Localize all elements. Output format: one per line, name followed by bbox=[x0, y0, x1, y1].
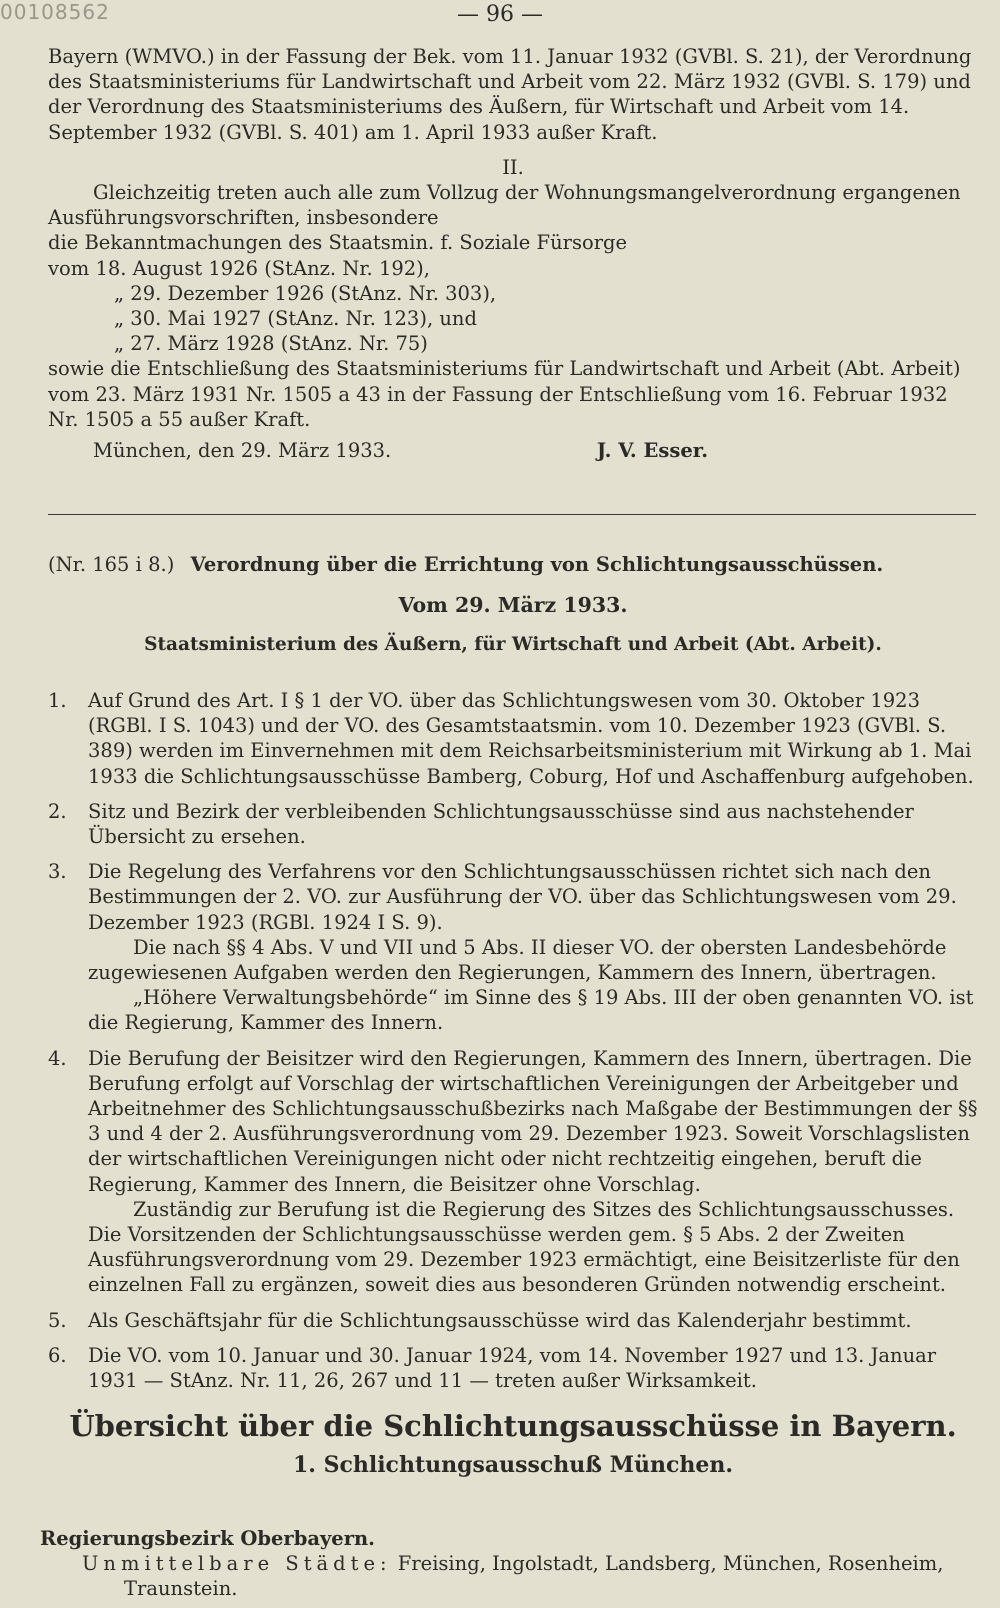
overview-title: Übersicht über die Schlichtungsausschüsse in Bayern. bbox=[69, 1409, 957, 1443]
top-section bbox=[48, 44, 978, 463]
list-item bbox=[48, 688, 978, 789]
item-paragraph: Zuständig zur Berufung ist die Regierung des Sitzes des Schlichtungsausschusses. Die Vorsitzenden der Schlichtungsausschüsse werden gem. § 5 Abs. 2 der Zweiten Ausführungsverordnung vom 29. Dezember 1923 ermächtigt, eine Beisitzerliste für den einzelnen Fall zu ergänzen, soweit dies aus besonderen Gründen notwendig erscheint. bbox=[88, 1197, 960, 1297]
section-line: vom 18. August 1926 (StAnz. Nr. 192), bbox=[48, 256, 430, 280]
decree-date: Vom 29. März 1933. bbox=[398, 593, 628, 618]
item-number: 6. bbox=[48, 1343, 67, 1367]
item-text: Die Regelung des Verfahrens vor den Schlichtungsausschüssen richtet sich nach den Bestimmungen der 2. VO. zur Ausführung der VO. über das Schlichtungswesen vom 29. Dezember 1923 (RGBl. 1924 I S. 9). bbox=[88, 860, 957, 934]
list-item bbox=[48, 1343, 978, 1393]
section-line: Gleichzeitig treten auch alle zum Vollzug der Wohnungsmangelverordnung ergangenen Ausführungsvorschriften, insbesondere bbox=[48, 181, 961, 230]
section-line: „ 27. März 1928 (StAnz. Nr. 75) bbox=[114, 332, 428, 356]
section-line: „ 29. Dezember 1926 (StAnz. Nr. 303), bbox=[114, 281, 497, 305]
decree-items bbox=[48, 688, 978, 1393]
section-line: die Bekanntmachungen des Staatsmin. f. Soziale Fürsorge bbox=[48, 231, 628, 255]
list-item bbox=[48, 859, 978, 935]
list-item bbox=[48, 1046, 978, 1197]
section-line: sowie die Entschließung des Staatsministeriums für Landwirtschaft und Arbeit (Abt. Arbeit) vom 23. März 1931 Nr. 1505 a 43 in der Fassung der Entschließung vom 16. Februar 1932 Nr. 1505 a 55 außer Kraft. bbox=[48, 357, 961, 431]
overview-subtitle: 1. Schlichtungsausschuß München. bbox=[292, 1452, 734, 1479]
item-text: Als Geschäftsjahr für die Schlichtungsausschüsse wird das Kalenderjahr bestimmt. bbox=[88, 1308, 912, 1332]
item-text: Auf Grund des Art. I § 1 der VO. über das Schlichtungswesen vom 30. Oktober 1923 (RGBl. I S. 1043) und der VO. des Gesamtstaatsmin. vom 10. Dezember 1923 (GVBl. S. 389) werden im Einvernehmen mit dem Reichsarbeitsministerium mit Wirkung ab 1. Mai 1933 die Schlichtungsausschüsse Bamberg, Coburg, Hof und Aschaffenburg aufgehoben. bbox=[88, 689, 974, 788]
page-number: — 96 — bbox=[457, 2, 543, 27]
item-number: 5. bbox=[48, 1308, 67, 1332]
signature-line bbox=[48, 438, 978, 463]
section-label: II. bbox=[502, 155, 524, 179]
item-number: 3. bbox=[48, 860, 67, 884]
item-text: Die VO. vom 10. Januar und 30. Januar 1924, vom 14. November 1927 und 13. Januar 1931 — StAnz. Nr. 11, 26, 267 und 11 — treten außer Wirksamkeit. bbox=[88, 1343, 937, 1393]
section-divider bbox=[48, 514, 976, 515]
item-text: Sitz und Bezirk der verbleibenden Schlichtungsausschüsse sind aus nachstehender Übersicht zu ersehen. bbox=[88, 799, 914, 849]
decree-number: (Nr. 165 i 8.) bbox=[48, 553, 175, 576]
region-block bbox=[40, 1526, 970, 1602]
item-continuation bbox=[48, 935, 978, 1036]
cities-label: Unmittelbare Städte: bbox=[82, 1552, 392, 1576]
archive-stamp: 00108562 bbox=[0, 0, 110, 24]
continuation-paragraph: Bayern (WMVO.) in der Fassung der Bek. vom 11. Januar 1932 (GVBl. S. 21), der Verordnung des Staatsministeriums für Landwirtschaft und Arbeit vom 22. März 1932 (GVBl. S. 179) und der Verordnung des Staatsministeriums des Äußern, für Wirtschaft und Arbeit vom 14. September 1932 (GVBl. S. 401) am 1. April 1933 außer Kraft. bbox=[48, 45, 972, 144]
item-text: Die Berufung der Beisitzer wird den Regierungen, Kammern des Innern, übertragen. Die Berufung erfolgt auf Vorschlag der wirtschaftlichen Vereinigungen der Arbeitgeber und Arbeitnehmer des Schlichtungsausschußbezirks nach Maßgabe der Bestimmungen der §§ 3 und 4 der 2. Ausführungsverordnung vom 29. Dezember 1923. Soweit Vorschlagslisten der wirtschaftlichen Vereinigungen nicht oder nicht rechtzeitig eingehen, beruft die Regierung, Kammer des Innern, die Beisitzer ohne Vorschlag. bbox=[88, 1046, 978, 1196]
decree-header bbox=[48, 552, 978, 658]
item-number: 1. bbox=[48, 689, 67, 712]
list-item bbox=[48, 799, 978, 849]
region-heading: Regierungsbezirk Oberbayern. bbox=[40, 1527, 375, 1550]
overview-section bbox=[48, 1409, 978, 1479]
signature: J. V. Esser. bbox=[596, 439, 708, 463]
cities-line bbox=[82, 1551, 970, 1601]
section-line: „ 30. Mai 1927 (StAnz. Nr. 123), und bbox=[114, 307, 477, 331]
decree-heading bbox=[48, 552, 978, 577]
place-date: München, den 29. März 1933. bbox=[93, 439, 392, 463]
decree-title: Verordnung über die Errichtung von Schlichtungsausschüssen. bbox=[190, 553, 884, 576]
cities-list: Freising, Ingolstadt, Landsberg, München, Rosenheim, Traunstein. bbox=[124, 1552, 944, 1601]
ministry: Staatsministerium des Äußern, für Wirtschaft und Arbeit (Abt. Arbeit). bbox=[144, 634, 882, 656]
item-paragraph: Die nach §§ 4 Abs. V und VII und 5 Abs. II dieser VO. der obersten Landesbehörde zugewiesenen Aufgaben werden den Regierungen, Kammern des Innern, übertragen. bbox=[88, 935, 947, 985]
item-paragraph: „Höhere Verwaltungsbehörde“ im Sinne des § 19 Abs. III der oben genannten VO. ist die Regierung, Kammer des Innern. bbox=[88, 986, 974, 1035]
list-item bbox=[48, 1308, 978, 1333]
item-continuation bbox=[48, 1197, 978, 1298]
item-number: 4. bbox=[48, 1046, 67, 1070]
item-number: 2. bbox=[48, 799, 67, 823]
